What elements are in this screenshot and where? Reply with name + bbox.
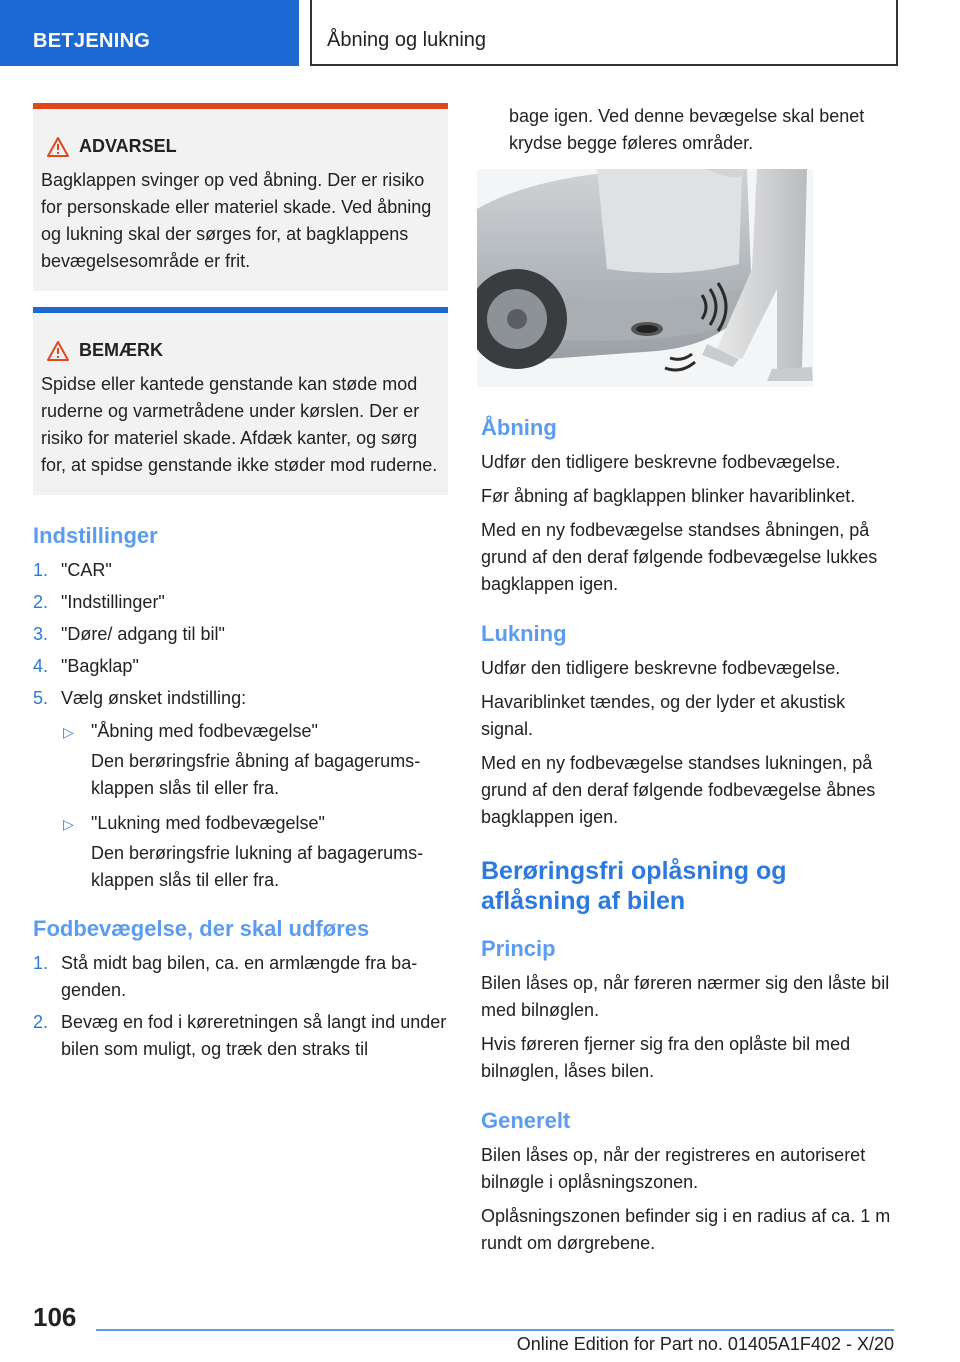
foot-motion-illustration <box>477 169 813 387</box>
general-paragraph: Bilen låses op, når der registreres en autoriseret bilnøgle i oplåsningszonen. <box>481 1145 866 1192</box>
principle-heading: Princip <box>481 936 556 961</box>
closing-paragraph: Udfør den tidligere beskrevne fodbevægelse. <box>481 658 841 678</box>
closing-paragraph: Med en ny fodbevægelse standses lukningen, på grund af den deraf følgende fodbevægelse åbnes bagklappen igen. <box>481 753 876 827</box>
principle-paragraph: Hvis føreren fjerner sig fra den oplåste bil med bilnøglen, låses bilen. <box>481 1034 851 1081</box>
note-title-row <box>47 340 440 361</box>
warning-triangle-icon <box>47 341 69 361</box>
header-chapter-label: Åbning og lukning <box>327 29 487 51</box>
closing-paragraph: Havariblinket tændes, og der lyder et akustisk signal. <box>481 692 846 739</box>
header-chapter-tab <box>310 0 898 66</box>
footer-divider <box>96 1329 894 1331</box>
list-item: 1. Stå midt bag bilen, ca. en armlængde fra bagenden. <box>33 953 418 1000</box>
closing-heading: Lukning <box>481 621 567 646</box>
list-item: 2. Bevæg en fod i køreretningen så langt ind under bilen som muligt, og træk den straks til <box>33 1012 447 1059</box>
warning-triangle-icon <box>47 137 69 157</box>
footer-edition-text: Online Edition for Part no. 01405A1F402 - X/20 <box>516 1334 894 1354</box>
option-item <box>61 718 448 802</box>
foot-motion-heading: Fodbevægelse, der skal udføres <box>33 916 370 941</box>
warning-title-row <box>47 136 440 157</box>
option-description: Den berøringsfrie lukning af bagagerumsklappen slås til eller fra. <box>91 843 424 890</box>
settings-steps <box>33 557 448 894</box>
list-item: 4. "Bagklap" <box>33 656 139 676</box>
header-section-tab <box>0 0 299 66</box>
general-paragraph: Oplåsningszonen befinder sig i en radius af ca. 1 m rundt om dørgrebene. <box>481 1206 891 1253</box>
option-label: "Åbning med fodbevægelse" <box>91 721 318 741</box>
car-rear-foot-sensor-illustration <box>477 169 813 387</box>
warning-text: Bagklappen svinger op ved åbning. Der er risiko for personskade eller materiel skade. Ved åbning og lukning skal der sørges for, at bagklappens bevægelsesområde er frit. <box>41 170 432 271</box>
option-label: "Lukning med fodbevægelse" <box>91 813 325 833</box>
general-heading: Generelt <box>481 1108 571 1133</box>
foot-motion-steps <box>33 950 448 1063</box>
opening-heading: Åbning <box>481 415 557 440</box>
list-item: 2. "Indstillinger" <box>33 592 165 612</box>
opening-paragraph: Udfør den tidligere beskrevne fodbevægelse. <box>481 452 841 472</box>
left-column <box>33 103 448 1068</box>
bullet-triangle-icon: ▷ <box>63 816 74 832</box>
bullet-triangle-icon: ▷ <box>63 724 74 740</box>
list-item: 3. "Døre/ adgang til bil" <box>33 624 225 644</box>
right-column <box>481 103 901 1264</box>
step-continuation: bage igen. Ved denne bevægelse skal benet krydse begge føleres områder. <box>509 106 865 153</box>
opening-paragraph: Med en ny fodbevægelse standses åbningen, på grund af den deraf følgende fodbevægelse lukkes bagklappen igen. <box>481 520 878 594</box>
note-text: Spidse eller kantede genstande kan støde mod ruderne og varmetrådene under kørslen. Der er risiko for materiel skade. Afdæk kanter, og sørg for, at spidse genstande ikke støder mod ruderne. <box>41 374 438 475</box>
principle-paragraph: Bilen låses op, når føreren nærmer sig den låste bil med bilnøglen. <box>481 973 890 1020</box>
option-description: Den berøringsfrie åbning af bagagerumsklappen slås til eller fra. <box>91 751 421 798</box>
header-section-label: BETJENING <box>33 30 151 52</box>
list-item: 1. "CAR" <box>33 560 112 580</box>
note-box <box>33 307 448 495</box>
note-title: BEMÆRK <box>79 340 163 360</box>
keyless-heading: Berøringsfri oplåsning og aflåsning af bilen <box>481 857 787 915</box>
settings-heading: Indstillinger <box>33 523 158 548</box>
opening-paragraph: Før åbning af bagklappen blinker havariblinket. <box>481 486 856 506</box>
warning-title: ADVARSEL <box>79 136 177 156</box>
settings-options <box>61 718 448 894</box>
warning-box <box>33 103 448 291</box>
list-item: 5. Vælg ønsket indstilling: ▷ "Åbning med fodbevægelse" Den berøringsfrie åbning af bagagerumsklappen slås til eller fra. ▷ "Lukning med fodbevægelse" Den berøringsfrie lukning af bagagerumsklappen slås til eller fra. <box>33 685 448 894</box>
page-number: 106 <box>33 1302 77 1332</box>
option-item <box>61 810 448 894</box>
